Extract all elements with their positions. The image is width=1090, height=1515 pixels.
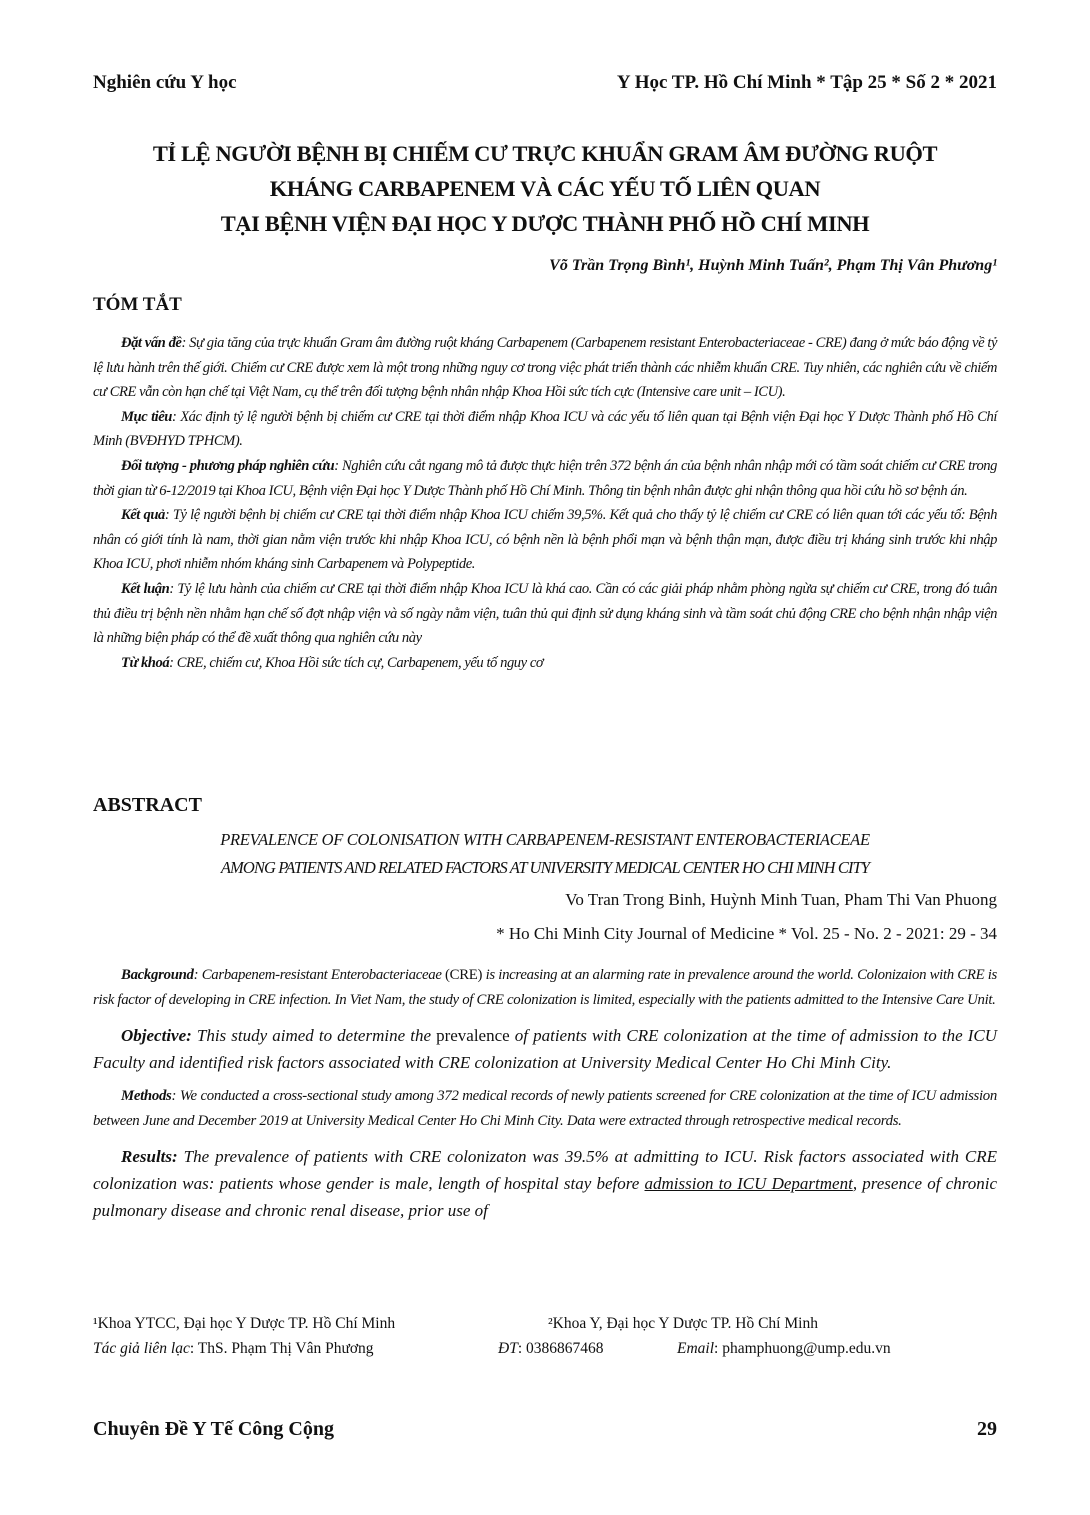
title-line: KHÁNG CARBAPENEM VÀ CÁC YẾU TỐ LIÊN QUAN <box>269 176 821 201</box>
affiliation-1: ¹Khoa YTCC, Đại học Y Dược TP. Hồ Chí Minh <box>93 1315 396 1332</box>
summary-objective: Mục tiêu: Xác định tỷ lệ người bệnh bị chiếm cư CRE tại thời điểm nhập Khoa ICU và các yếu tố liên quan tại Bệnh viện Đại học Y Dược Thành phố Hồ Chí Minh (BVĐHYD TPHCM). <box>93 408 997 450</box>
title-line: AMONG PATIENTS AND RELATED FACTORS AT UNIVERSITY MEDICAL CENTER HO CHI MINH CITY <box>220 858 870 877</box>
abstract-results: Results: The prevalence of patients with CRE colonizaton was 39.5% at admitting to ICU. Risk factors associated with CRE colonization was: patients whose gender is male, length of hospital stay before admission to ICU Department, presence of chronic pulmonary disease and chronic renal disease, prior use of <box>93 1147 997 1220</box>
summary-keywords: Từ khoá: CRE, chiếm cư, Khoa Hồi sức tích cự, Carbapenem, yếu tố nguy cơ <box>121 654 544 671</box>
running-header-right: Y Học TP. Hồ Chí Minh * Tập 25 * Số 2 * 2021 <box>616 72 997 93</box>
abstract-objective: Objective: This study aimed to determine the prevalence of patients with CRE colonization at the time of admission to the ICU Faculty and identified risk factors associated with CRE colonization at University Medical Center Ho Chi Minh City. <box>93 1026 997 1072</box>
affiliation-2: ²Khoa Y, Đại học Y Dược TP. Hồ Chí Minh <box>548 1315 818 1332</box>
article-title-en <box>93 826 997 882</box>
authors-en: Vo Tran Trong Binh, Huỳnh Minh Tuan, Pham Thi Van Phuong <box>565 890 997 909</box>
abstract-en <box>93 963 997 1232</box>
journal-citation: * Ho Chi Minh City Journal of Medicine * Vol. 25 - No. 2 - 2021: 29 - 34 <box>496 924 997 943</box>
article-title-vn <box>80 136 1010 241</box>
authors-vn: Võ Trần Trọng Bình¹, Huỳnh Minh Tuấn², Phạm Thị Vân Phương¹ <box>549 257 997 274</box>
summary-heading: TÓM TẮT <box>93 294 182 315</box>
abstract-background: Background: Carbapenem-resistant Enterobacteriaceae (CRE) is increasing at an alarming rate in prevalence around the world. Colonizaion with CRE is risk factor of developing in CRE infection. In Viet Nam, the study of CRE colonization is limited, especially with the patients admitted to the Intensive Care Unit. <box>93 967 997 1008</box>
email: Email: phamphuong@ump.edu.vn <box>677 1340 891 1357</box>
summary-vn <box>93 331 997 675</box>
running-header-left: Nghiên cứu Y học <box>93 72 237 93</box>
title-line: TỈ LỆ NGƯỜI BỆNH BỊ CHIẾM CƯ TRỰC KHUẨN GRAM ÂM ĐƯỜNG RUỘT <box>152 141 938 166</box>
abstract-heading: ABSTRACT <box>93 794 202 816</box>
summary-results: Kết quả: Tỷ lệ người bệnh bị chiếm cư CRE tại thời điểm nhập Khoa ICU chiếm 39,5%. Kết quả cho thấy tỷ lệ chiếm cư CRE có liên quan tới các yếu tố: Bệnh nhân có giới tính là nam, thời gian nằm viện trước khi nhập Khoa ICU, có bệnh nền là bệnh phổi mạn và bệnh thận mạn, được điều trị kháng sinh trước khi nhập Khoa ICU, phơi nhiễm nhóm kháng sinh Carbapenem và Polypeptide. <box>93 507 997 573</box>
corresponding-author: Tác giả liên lạc: ThS. Phạm Thị Vân Phương <box>93 1340 374 1357</box>
footer-section: Chuyên Đề Y Tế Công Cộng <box>93 1418 334 1440</box>
title-line: TẠI BỆNH VIỆN ĐẠI HỌC Y DƯỢC THÀNH PHỐ HỒ CHÍ MINH <box>220 211 870 236</box>
abstract-methods: Methods: We conducted a cross-sectional study among 372 medical records of newly patients screened for CRE colonization at the time of ICU admission between June and December 2019 at University Medical Center Ho Chi Minh City. Data were extracted through retrospective medical records. <box>93 1088 997 1129</box>
summary-background: Đặt vấn đề: Sự gia tăng của trực khuẩn Gram âm đường ruột kháng Carbapenem (Carbapenem resistant Enterobacteriaceae - CRE) đang ở mức báo động về tỷ lệ lưu hành trên thế giới. Chiếm cư CRE được xem là một trong những nguy cơ trong việc phát triển thành các nhiễm khuẩn CRE. Tuy nhiên, các nghiên cứu về chiếm cư CRE vẫn còn hạn chế tại Việt Nam, cụ thể trên đối tượng bệnh nhân nhập Khoa Hồi sức tích cực (Intensive care unit – ICU). <box>93 335 997 401</box>
page-number: 29 <box>977 1418 997 1440</box>
phone: ĐT: 0386867468 <box>498 1340 604 1357</box>
summary-conclusion: Kết luận: Tỷ lệ lưu hành của chiếm cư CRE tại thời điểm nhập Khoa ICU là khá cao. Cần có các giải pháp nhằm phòng ngừa sự chiếm cư CRE, trong đó tuân thủ điều trị bệnh nền nhằm hạn chế số đợt nhập viện và số ngày nằm viện, tuân thủ qui định sử dụng kháng sinh và tầm soát chủ động CRE cho bệnh nhận nhập viện là những biện pháp có thể đề xuất thông qua nghiên cứu này <box>93 580 997 647</box>
title-line: PREVALENCE OF COLONISATION WITH CARBAPENEM-RESISTANT ENTEROBACTERIACEAE <box>220 830 870 849</box>
summary-methods: Đối tượng - phương pháp nghiên cứu: Nghiên cứu cắt ngang mô tả được thực hiện trên 372 bệnh án của bệnh nhân nhập mới có tầm soát chiếm cư CRE trong thời gian từ 6-12/2019 tại Khoa ICU, Bệnh viện Đại học Y Dược Thành phố Hồ Chí Minh. Thông tin bệnh nhân được ghi nhận thông qua hồi cứu hồ sơ bệnh án. <box>93 457 997 499</box>
